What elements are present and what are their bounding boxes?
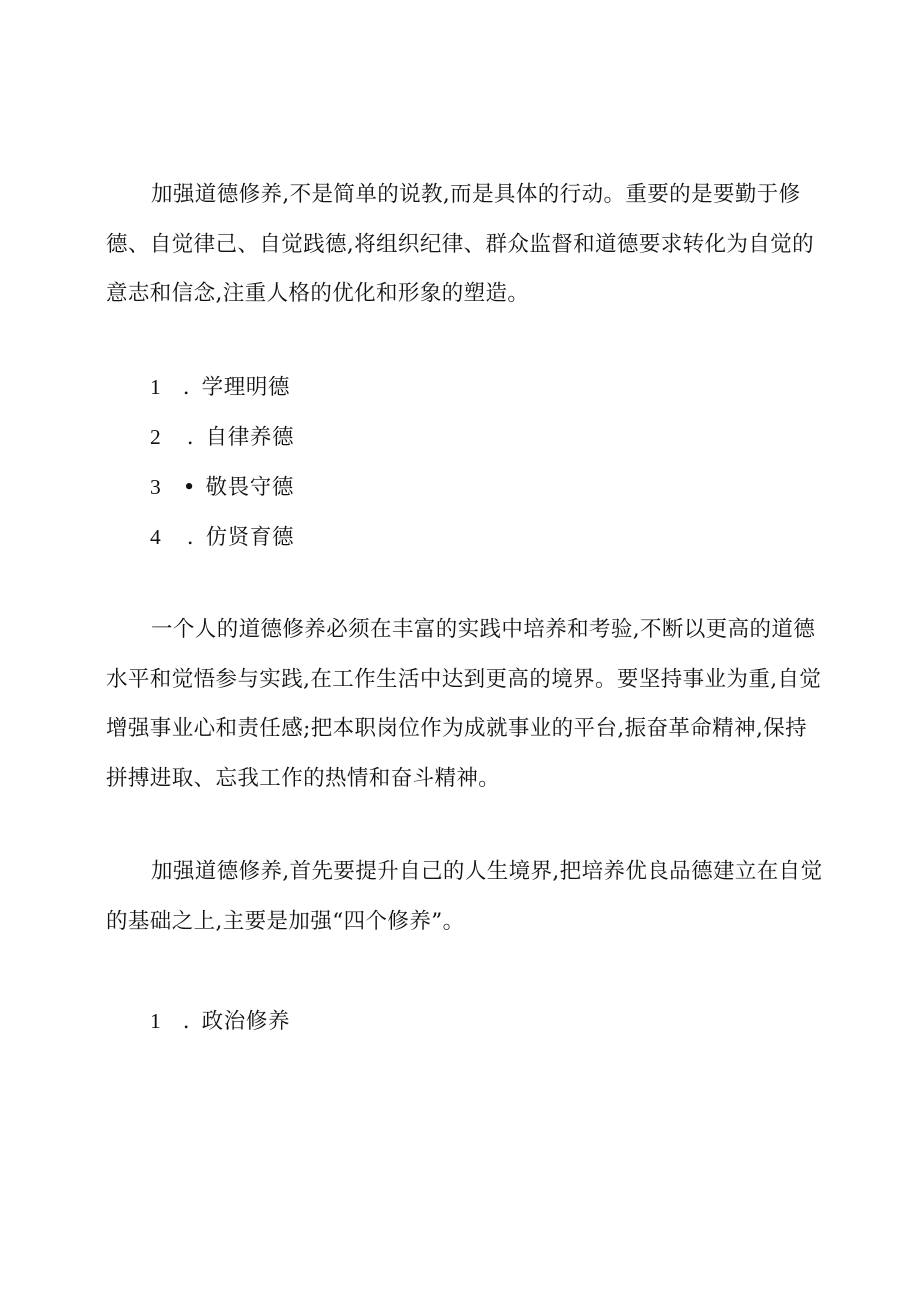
list-item-label: 仿贤育德 (205, 525, 295, 550)
list-item-label: 学理明德 (201, 375, 291, 400)
list-item-separator: • (182, 475, 197, 500)
list-item-number: 3 (150, 475, 162, 499)
list-item-label: 政治修养 (201, 1009, 291, 1034)
list-item-label: 敬畏守德 (205, 475, 294, 500)
list-item-separator: . (182, 1009, 191, 1034)
list-item-separator: . (182, 375, 191, 400)
list-item-number: 2 (150, 425, 162, 449)
paragraph-practice: 一个人的道德修养必须在丰富的实践中培养和考验,不断以更高的道德水平和觉悟参与实践,在工作生活中达到更高的境界。要坚持事业为重,自觉增强事业心和责任感;把本职岗位作为成就事业的平台,振奋革命精神,保持拼搏进取、忘我工作的热情和奋斗精神。 (106, 617, 822, 791)
paragraph-four-cultivations: 加强道德修养,首先要提升自己的人生境界,把培养优良品德建立在自觉的基础之上,主要是加强“四个修养”。 (106, 859, 823, 934)
list-item (150, 1006, 290, 1037)
list-item-number: 1 (150, 1009, 162, 1033)
list-item (150, 372, 290, 403)
list-item (150, 422, 294, 453)
list-item-separator: . (186, 425, 195, 450)
list-item (150, 472, 294, 503)
list-item-separator: . (186, 525, 195, 550)
list-item (150, 522, 294, 553)
list-item-number: 4 (150, 525, 162, 549)
list-item-number: 1 (150, 375, 162, 399)
list-item-label: 自律养德 (205, 425, 295, 450)
paragraph-morality-action: 加强道德修养,不是简单的说教,而是具体的行动。重要的是要勤于修德、自觉律己、自觉践德,将组织纪律、群众监督和道德要求转化为自觉的意志和信念,注重人格的优化和形象的塑造。 (106, 182, 815, 306)
